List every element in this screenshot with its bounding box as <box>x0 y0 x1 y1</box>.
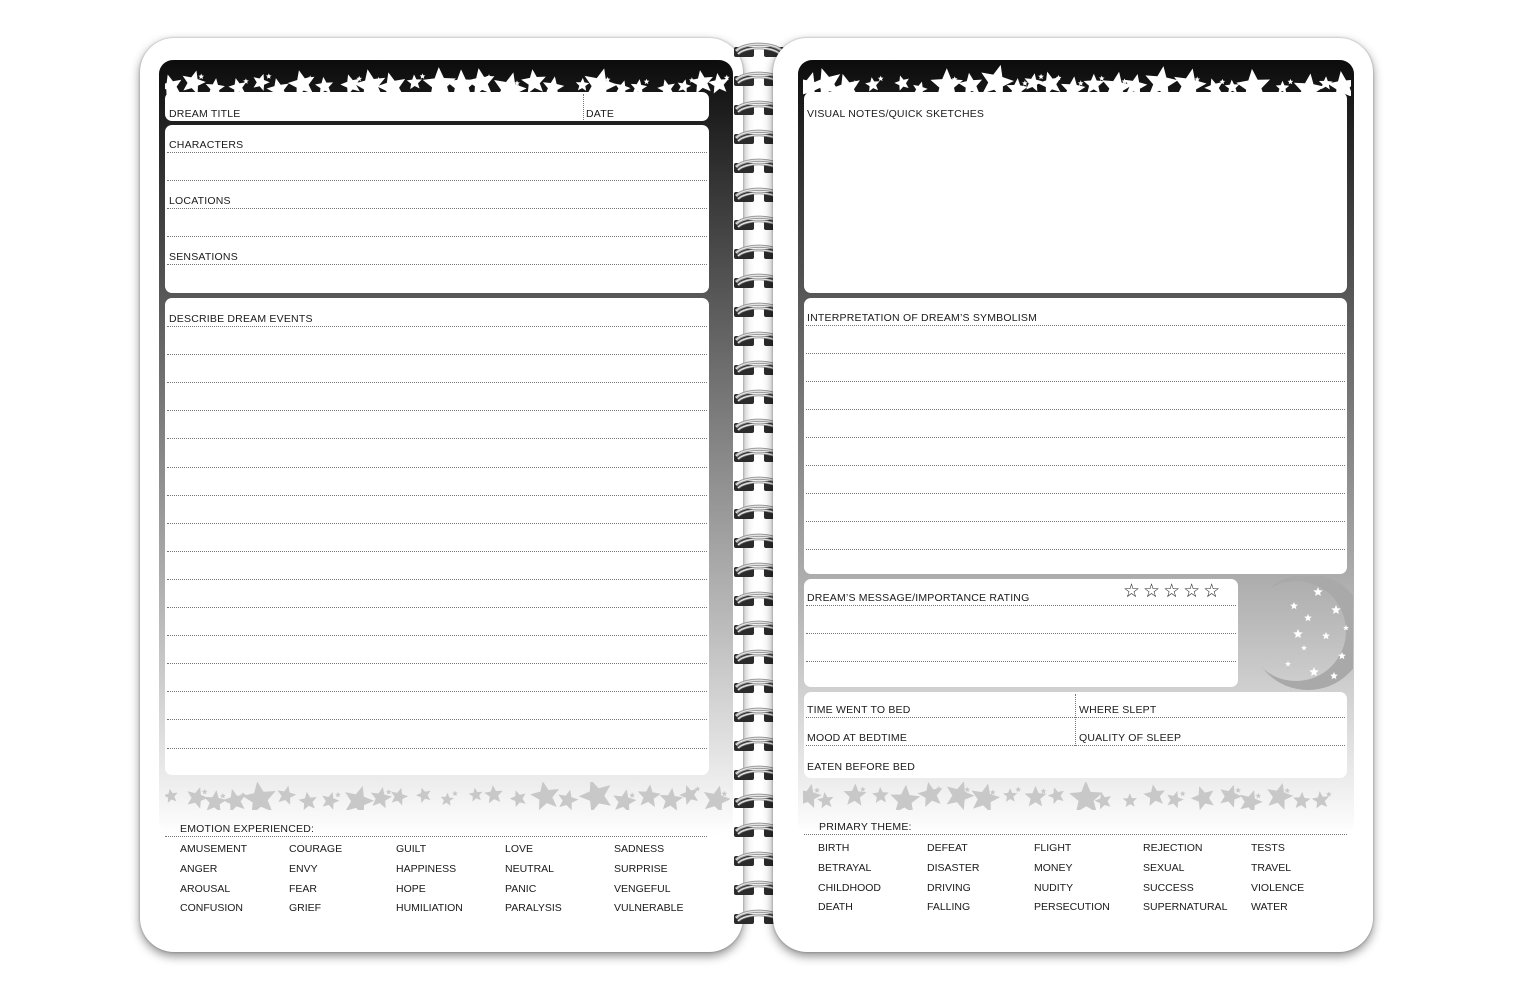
option-driving[interactable]: DRIVING <box>927 881 971 894</box>
mood-label: MOOD AT BEDTIME <box>807 732 908 744</box>
option-persecution[interactable]: PERSECUTION <box>1034 901 1110 914</box>
option-humiliation[interactable]: HUMILIATION <box>396 902 463 915</box>
option-vulnerable[interactable]: VULNERABLE <box>614 902 684 915</box>
ruled-line <box>167 551 707 552</box>
option-sexual[interactable]: SEXUAL <box>1143 861 1185 874</box>
option-death[interactable]: DEATH <box>818 901 853 914</box>
eaten-label: EATEN BEFORE BED <box>807 761 916 773</box>
option-courage[interactable]: COURAGE <box>289 843 343 855</box>
option-neutral[interactable]: NEUTRAL <box>505 862 555 875</box>
option-envy[interactable]: ENVY <box>289 862 318 875</box>
message-rating-box <box>804 579 1238 687</box>
option-guilt[interactable]: GUILT <box>396 843 427 855</box>
left-journal-page <box>140 38 743 952</box>
title-date-divider <box>583 94 584 120</box>
ruled-line <box>167 438 707 439</box>
ruled-line <box>167 579 707 580</box>
option-rejection[interactable]: REJECTION <box>1143 842 1203 854</box>
ruled-line <box>806 521 1345 522</box>
option-disaster[interactable]: DISASTER <box>927 861 980 874</box>
primary-theme-label: PRIMARY THEME: <box>819 821 912 833</box>
ruled-line <box>167 354 707 355</box>
importance-rating-stars[interactable]: ☆☆☆☆☆ <box>1123 581 1224 602</box>
ruled-line <box>806 437 1345 438</box>
option-birth[interactable]: BIRTH <box>818 842 850 854</box>
option-childhood[interactable]: CHILDHOOD <box>818 881 882 894</box>
option-defeat[interactable]: DEFEAT <box>927 842 968 854</box>
ruled-line <box>806 409 1345 410</box>
ruled-line <box>167 382 707 383</box>
dream-details-box <box>165 125 709 293</box>
emotion-label: EMOTION EXPERIENCED: <box>180 823 315 835</box>
ruled-line <box>167 748 707 749</box>
dream-title-label: DREAM TITLE <box>169 108 241 120</box>
ruled-line <box>806 381 1345 382</box>
ruled-line <box>806 493 1345 494</box>
ruled-line <box>167 691 707 692</box>
visual-notes-box <box>804 92 1347 293</box>
option-falling[interactable]: FALLING <box>927 901 971 914</box>
option-confusion[interactable]: CONFUSION <box>180 902 243 915</box>
locations-label: LOCATIONS <box>169 195 231 207</box>
option-happiness[interactable]: HAPPINESS <box>396 862 457 875</box>
message-label: DREAM’S MESSAGE/IMPORTANCE RATING <box>807 592 1030 604</box>
right-star-border-bottom <box>803 782 1351 810</box>
option-tests[interactable]: TESTS <box>1251 842 1285 854</box>
option-success[interactable]: SUCCESS <box>1143 881 1194 894</box>
option-panic[interactable]: PANIC <box>505 882 537 895</box>
left-star-border-bottom <box>165 782 730 810</box>
ruled-line <box>167 523 707 524</box>
describe-events-label: DESCRIBE DREAM EVENTS <box>169 313 313 325</box>
ruled-line <box>167 719 707 720</box>
option-love[interactable]: LOVE <box>505 843 534 855</box>
time-bed-label: TIME WENT TO BED <box>807 704 911 716</box>
ruled-line <box>806 465 1345 466</box>
option-nudity[interactable]: NUDITY <box>1034 881 1074 894</box>
ruled-line <box>806 353 1345 354</box>
option-travel[interactable]: TRAVEL <box>1251 861 1292 874</box>
ruled-line <box>167 326 707 327</box>
option-arousal[interactable]: AROUSAL <box>180 882 231 895</box>
primary-theme-section <box>804 817 1349 927</box>
option-surprise[interactable]: SURPRISE <box>614 862 668 875</box>
ruled-line <box>167 663 707 664</box>
where-slept-label: WHERE SLEPT <box>1079 704 1157 716</box>
option-vengeful[interactable]: VENGEFUL <box>614 882 671 895</box>
dream-title-box <box>165 92 709 121</box>
ruled-line <box>167 410 707 411</box>
visual-notes-label: VISUAL NOTES/QUICK SKETCHES <box>807 108 985 120</box>
right-journal-page <box>773 38 1373 952</box>
interpretation-box <box>804 298 1347 574</box>
ruled-line <box>167 635 707 636</box>
ruled-line <box>806 325 1345 326</box>
option-paralysis[interactable]: PARALYSIS <box>505 902 562 915</box>
option-sadness[interactable]: SADNESS <box>614 843 665 855</box>
option-flight[interactable]: FLIGHT <box>1034 842 1072 854</box>
characters-label: CHARACTERS <box>169 139 244 151</box>
option-amusement[interactable]: AMUSEMENT <box>180 843 248 855</box>
option-fear[interactable]: FEAR <box>289 882 318 895</box>
option-hope[interactable]: HOPE <box>396 882 426 895</box>
option-anger[interactable]: ANGER <box>180 862 218 875</box>
ruled-line <box>167 607 707 608</box>
option-supernatural[interactable]: SUPERNATURAL <box>1143 901 1228 914</box>
sensations-label: SENSATIONS <box>169 251 238 263</box>
option-betrayal[interactable]: BETRAYAL <box>818 861 872 874</box>
option-money[interactable]: MONEY <box>1034 861 1073 874</box>
describe-events-box <box>165 298 709 775</box>
option-water[interactable]: WATER <box>1251 901 1288 914</box>
sleep-info-box <box>804 692 1347 778</box>
ruled-line <box>806 549 1345 550</box>
interpretation-label: INTERPRETATION OF DREAM’S SYMBOLISM <box>807 312 1038 324</box>
ruled-line <box>167 467 707 468</box>
option-violence[interactable]: VIOLENCE <box>1251 881 1305 894</box>
ruled-line <box>167 495 707 496</box>
moon-stars-illustration <box>1238 576 1353 694</box>
emotion-section <box>165 818 715 928</box>
option-grief[interactable]: GRIEF <box>289 902 322 915</box>
quality-label: QUALITY OF SLEEP <box>1079 732 1182 744</box>
date-label: DATE <box>586 108 615 120</box>
